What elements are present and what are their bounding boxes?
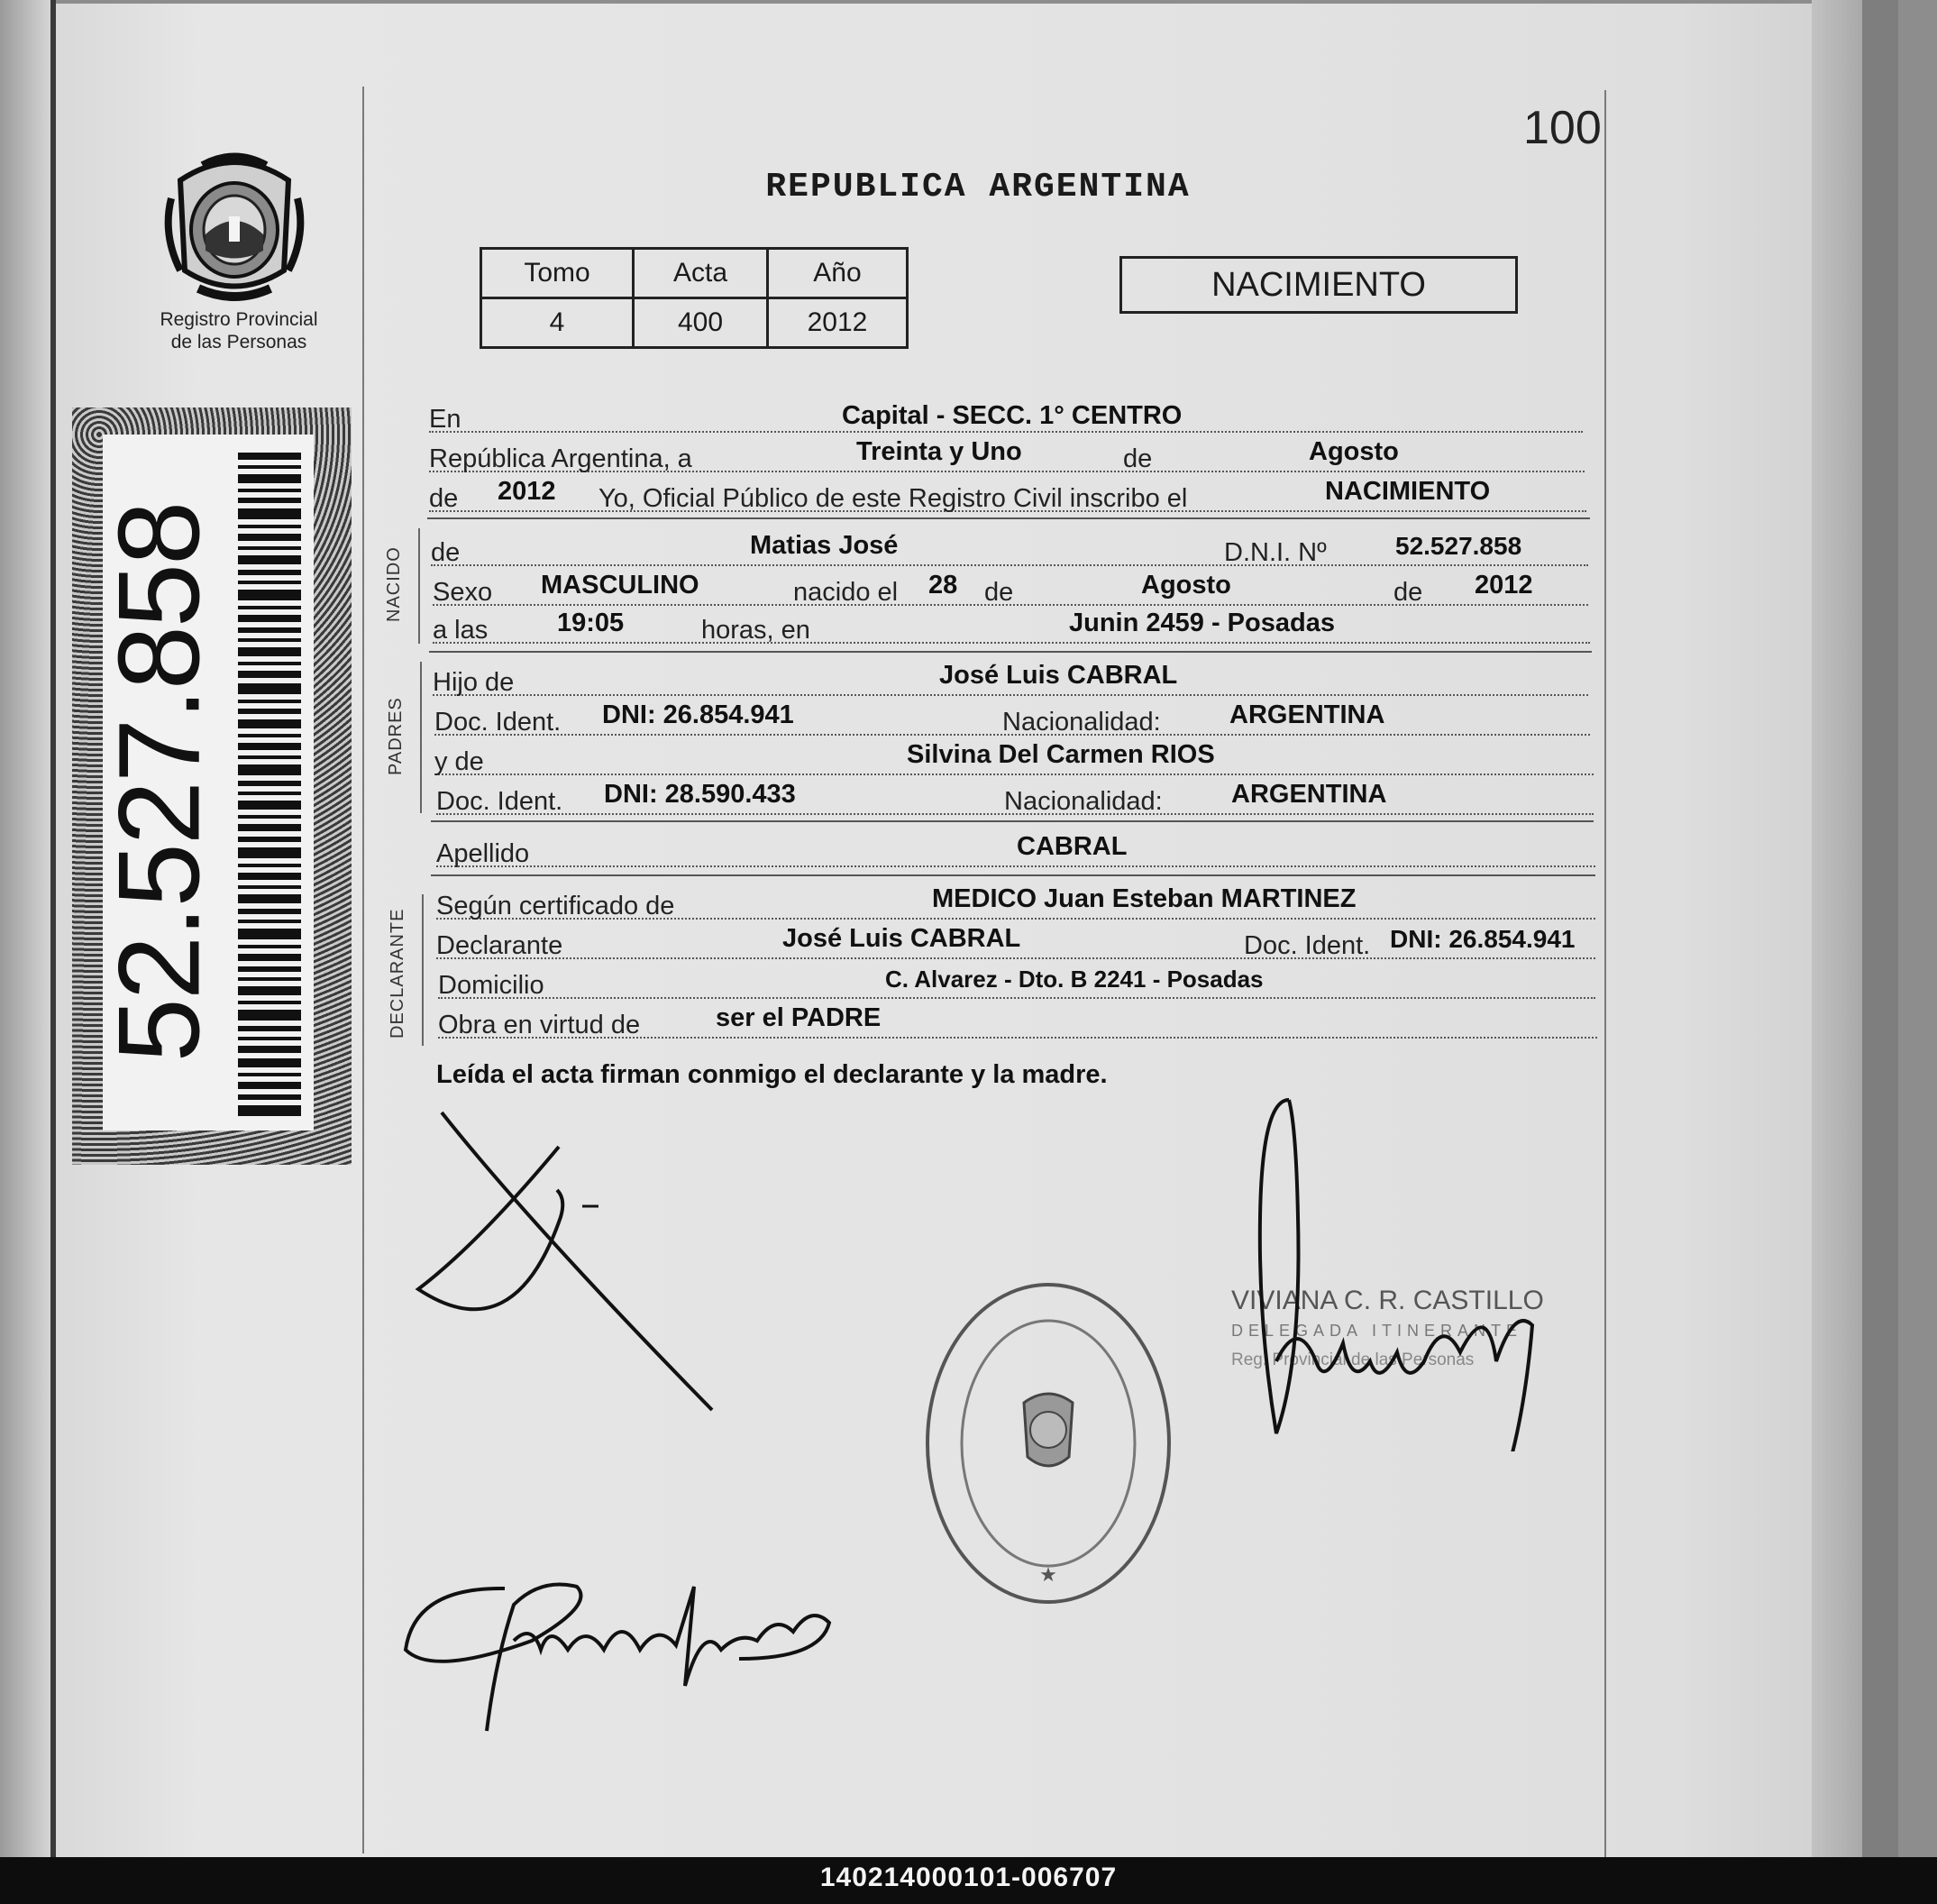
record-type-box: NACIMIENTO <box>1119 256 1518 314</box>
birth-year-value: 2012 <box>1475 571 1533 600</box>
birth-de-label: de <box>984 578 1014 607</box>
date-de-label: de <box>1123 444 1153 473</box>
tomo-header: Tomo <box>481 249 634 298</box>
nacido-el-label: nacido el <box>793 578 899 607</box>
year-de-label: de <box>429 484 459 513</box>
folder-edge <box>1862 0 1898 1857</box>
nacido-bracket <box>418 528 420 644</box>
inscribo-value: NACIMIENTO <box>1325 477 1491 506</box>
page-number: 100 <box>1523 102 1602 154</box>
sexo-label: Sexo <box>433 578 493 607</box>
svg-text:★: ★ <box>1039 1563 1057 1586</box>
dni-label: D.N.I. Nº <box>1224 538 1327 567</box>
mother-signature-icon <box>397 1551 865 1749</box>
mother-doc-line <box>436 777 1594 815</box>
birth-de2-label: de <box>1393 578 1423 607</box>
declarante-value: José Luis CABRAL <box>782 924 1021 953</box>
sexo-value: MASCULINO <box>541 571 699 600</box>
hijo-de-label: Hijo de <box>433 668 515 697</box>
child-name-value: Matias José <box>750 531 899 560</box>
y-de-label: y de <box>434 747 484 776</box>
obra-line <box>438 1001 1597 1039</box>
horas-label: horas, en <box>701 616 810 645</box>
apellido-line <box>436 829 1595 867</box>
mother-doc-value: DNI: 28.590.433 <box>604 780 796 809</box>
birth-time-value: 19:05 <box>557 609 625 637</box>
father-doc-value: DNI: 26.854.941 <box>602 700 794 729</box>
mother-doc-label: Doc. Ident. <box>436 787 563 816</box>
document-title: REPUBLICA ARGENTINA <box>765 168 1191 206</box>
closing-statement: Leída el acta firman conmigo el declarante y la madre. <box>436 1060 1108 1089</box>
separator <box>427 517 1590 519</box>
name-line <box>431 528 1588 566</box>
nacido-section-label: NACIDO <box>384 546 404 622</box>
provincial-coat-of-arms-icon <box>162 144 306 307</box>
domicilio-label: Domicilio <box>438 971 544 1000</box>
logo-caption <box>126 308 352 353</box>
name-de-label: de <box>431 538 461 567</box>
inscribo-label: Yo, Oficial Público de este Registro Civil inscribo el <box>598 484 1188 513</box>
official-registry-stamp: Reg. Provincial de las Personas <box>1231 1350 1475 1369</box>
month-value: Agosto <box>1309 437 1399 466</box>
republica-label: República Argentina, a <box>429 444 692 473</box>
inscription-line <box>429 474 1586 512</box>
domicilio-line <box>438 961 1595 999</box>
en-label: En <box>429 405 461 434</box>
child-dni-value: 52.527.858 <box>1395 532 1522 560</box>
anio-value: 2012 <box>768 298 908 348</box>
padres-bracket <box>420 662 422 813</box>
registry-table-header-row <box>481 249 908 298</box>
barcode-sticker <box>72 407 352 1165</box>
certificado-line <box>436 882 1595 920</box>
acta-header: Acta <box>634 249 768 298</box>
place-line <box>429 395 1583 433</box>
certificado-label: Según certificado de <box>436 892 675 920</box>
declarante-line <box>436 921 1595 959</box>
mother-line <box>434 737 1594 775</box>
mother-nationality-value: ARGENTINA <box>1231 780 1387 809</box>
tomo-value: 4 <box>481 298 634 348</box>
obra-value: ser el PADRE <box>716 1003 882 1032</box>
domicilio-value: C. Alvarez - Dto. B 2241 - Posadas <box>885 966 1264 993</box>
father-doc-label: Doc. Ident. <box>434 708 562 737</box>
anio-header: Año <box>768 249 908 298</box>
place-value: Capital - SECC. 1° CENTRO <box>842 401 1183 430</box>
registry-table <box>480 247 909 349</box>
obra-label: Obra en virtud de <box>438 1011 641 1039</box>
official-seal-icon <box>918 1277 1179 1610</box>
date-line <box>429 435 1585 472</box>
registry-table-value-row <box>481 298 908 348</box>
a-las-label: a las <box>433 616 489 645</box>
barcode-number: 52.527.858 <box>95 502 224 1063</box>
left-page-edge <box>0 0 54 1857</box>
apellido-value: CABRAL <box>1017 832 1128 861</box>
logo-caption-line1: Registro Provincial <box>160 309 318 330</box>
father-line <box>433 658 1588 696</box>
certificado-value: MEDICO Juan Esteban MARTINEZ <box>932 884 1357 913</box>
barcode-bars <box>238 453 301 1120</box>
mother-nac-label: Nacionalidad: <box>1004 787 1163 816</box>
right-border-line <box>1604 90 1606 1857</box>
official-name-stamp: VIVIANA C. R. CASTILLO <box>1231 1286 1544 1315</box>
declarante-bracket <box>422 894 424 1046</box>
declarante-doc-label: Doc. Ident. <box>1244 931 1371 960</box>
birth-place-value: Junin 2459 - Posadas <box>1069 609 1335 637</box>
time-place-line <box>433 606 1590 644</box>
mother-name-value: Silvina Del Carmen RIOS <box>907 740 1215 769</box>
father-name-value: José Luis CABRAL <box>939 661 1178 690</box>
separator <box>431 874 1595 876</box>
day-value: Treinta y Uno <box>856 437 1022 466</box>
birth-month-value: Agosto <box>1141 571 1231 600</box>
declarante-label: Declarante <box>436 931 563 960</box>
father-doc-line <box>434 698 1590 736</box>
birth-day-value: 28 <box>928 571 958 600</box>
right-page-edge <box>1812 0 1862 1857</box>
declarant-signature-icon <box>406 1100 730 1424</box>
barcode-label <box>95 435 314 1130</box>
official-title-stamp: DELEGADA ITINERANTE <box>1231 1322 1523 1340</box>
father-nationality-value: ARGENTINA <box>1229 700 1385 729</box>
official-signature-icon <box>1226 1091 1586 1451</box>
padres-section-label: PADRES <box>386 697 406 775</box>
acta-value: 400 <box>634 298 768 348</box>
declarante-doc-value: DNI: 26.854.941 <box>1390 925 1576 953</box>
footer-document-code: 140214000101-006707 <box>819 1863 1118 1892</box>
declarante-section-label: DECLARANTE <box>388 908 407 1039</box>
year-value: 2012 <box>498 477 556 506</box>
margin-line <box>362 87 364 1854</box>
separator <box>431 820 1594 822</box>
sex-birth-line <box>433 568 1588 606</box>
apellido-label: Apellido <box>436 839 530 868</box>
separator <box>429 651 1592 653</box>
father-nac-label: Nacionalidad: <box>1002 708 1161 737</box>
logo-caption-line2: de las Personas <box>170 332 307 352</box>
